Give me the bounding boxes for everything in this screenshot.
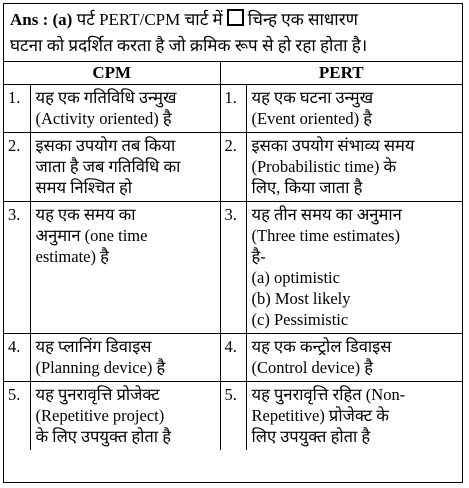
cpm-cell [30, 334, 220, 382]
cpm-cell-line: (Planning device) है [35, 358, 166, 377]
answer-prefix: Ans : [10, 10, 49, 29]
answer-part: (a) [52, 10, 73, 29]
pert-cell-line: (Three time estimates) [251, 226, 400, 245]
answer-line1-before: पर्ट PERT/CPM चार्ट में [76, 10, 223, 29]
table-row [4, 382, 462, 451]
cpm-cell-line: इसका उपयोग तब किया [35, 136, 176, 155]
pert-cell-line: यह एक घटना उन्मुख [251, 88, 374, 107]
cpm-cell-line: यह एक समय का [35, 205, 136, 224]
pert-number: 3. [220, 202, 246, 334]
pert-cell-line: यह पुनरावृत्ति रहित (Non- [251, 385, 406, 404]
cpm-cell [30, 85, 220, 133]
cpm-cell-line: जाता है जब गतिविधि का [35, 157, 181, 176]
cpm-number: 5. [4, 382, 30, 451]
pert-cell [246, 382, 462, 451]
pert-number: 4. [220, 334, 246, 382]
answer-block [3, 3, 463, 483]
pert-cell [246, 202, 462, 334]
pert-cell [246, 334, 462, 382]
pert-cell-line: लिए उपयुक्त होता है [251, 427, 371, 446]
cpm-cell-line: के लिए उपयुक्त होता है [35, 427, 171, 446]
table-row [4, 334, 462, 382]
pert-number: 5. [220, 382, 246, 451]
pert-cell [246, 133, 462, 202]
pert-cell [246, 85, 462, 133]
comparison-table [4, 62, 462, 450]
pert-cell-line: यह एक कन्ट्रोल डिवाइस [251, 337, 392, 356]
answer-intro [4, 4, 462, 62]
pert-number: 1. [220, 85, 246, 133]
cpm-cell-line: अनुमान (one time [35, 226, 148, 245]
cpm-number: 2. [4, 133, 30, 202]
cpm-cell [30, 202, 220, 334]
pert-cell-line: यह तीन समय का अनुमान [251, 205, 402, 224]
pert-cell-line: है- [251, 247, 266, 266]
cpm-cell-line: यह प्लानिंग डिवाइस [35, 337, 152, 356]
cpm-cell-line: यह पुनरावृत्ति प्रोजेक्ट [35, 385, 160, 404]
table-row [4, 202, 462, 334]
cpm-cell-line: (Activity oriented) है [35, 109, 172, 128]
cpm-cell [30, 133, 220, 202]
pert-cell-line: Repetitive) प्रोजेक्ट के [251, 406, 389, 425]
pert-cell-line: (a) optimistic [251, 268, 340, 287]
pert-number: 2. [220, 133, 246, 202]
pert-cell-line: (Event oriented) है [251, 109, 373, 128]
pert-cell-line: इसका उपयोग संभाव्य समय [251, 136, 415, 155]
cpm-cell-line: यह एक गतिविधि उन्मुख [35, 88, 177, 107]
square-symbol-icon [227, 9, 244, 26]
cpm-cell [30, 382, 220, 451]
cpm-cell-line: (Repetitive project) [35, 406, 165, 425]
pert-cell-line: लिए, किया जाता है [251, 178, 363, 197]
cpm-cell-line: समय निश्चित हो [35, 178, 132, 197]
table-row [4, 133, 462, 202]
table-row [4, 85, 462, 133]
header-pert: PERT [220, 62, 462, 85]
pert-cell-line: (b) Most likely [251, 289, 351, 308]
cpm-number: 4. [4, 334, 30, 382]
pert-cell-line: (Control device) है [251, 358, 373, 377]
pert-cell-line: (Probabilistic time) के [251, 157, 397, 176]
cpm-cell-line: estimate) है [35, 247, 109, 266]
cpm-number: 1. [4, 85, 30, 133]
answer-line2: घटना को प्रदर्शित करता है जो क्रमिक रूप से हो रहा होता है। [10, 36, 368, 55]
answer-line1-after: चिन्ह एक साधारण [247, 10, 358, 29]
header-cpm: CPM [4, 62, 220, 85]
table-header-row [4, 62, 462, 85]
cpm-number: 3. [4, 202, 30, 334]
pert-cell-line: (c) Pessimistic [251, 310, 349, 329]
